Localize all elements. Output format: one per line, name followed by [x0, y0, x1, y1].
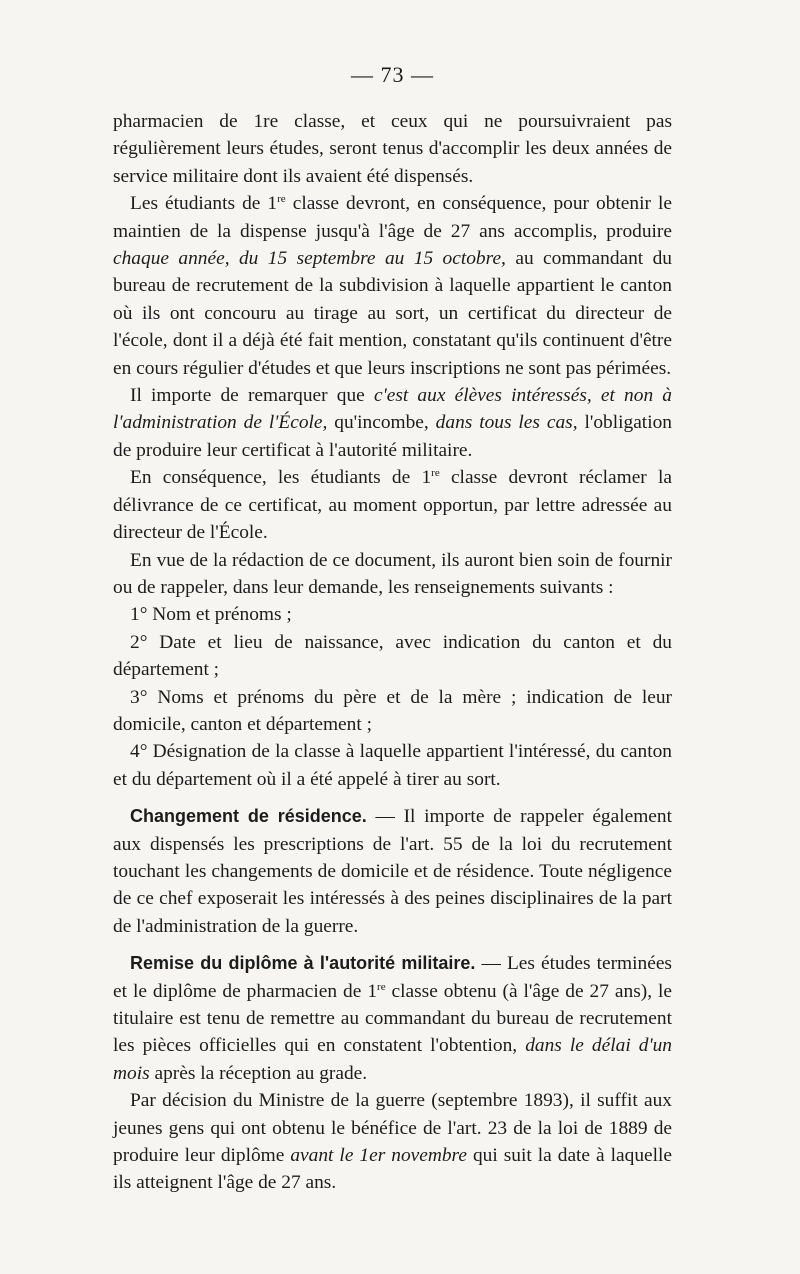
section-heading: Remise du diplôme à l'autorité militaire.: [130, 953, 476, 974]
section-change-of-residence: [113, 803, 672, 940]
emphasis-date: avant le 1er novembre: [290, 1145, 467, 1167]
section-heading: Changement de résidence.: [130, 806, 367, 827]
text-run: au commandant du bureau de recrutement de la subdivision à laquelle appartient le canton où ils ont concouru au tirage au sort, un certificat du directeur de l'école, dont il a déjà été fait mention, constatant qu'ils continuent d'être en cours régulier d'études et que leurs inscriptions ne sont pas périmées.: [113, 248, 672, 379]
text-run: — Les études terminées et le diplôme de pharmacien de: [113, 953, 672, 1002]
emphasis-deadline: dans le délai d'un mois: [113, 1035, 672, 1084]
ordinal-suffix: re: [377, 980, 386, 993]
ordinal-superscript: 1re: [421, 467, 440, 489]
page-number: — 73 —: [351, 62, 434, 87]
text-run: classe obtenu (à l'âge de 27 ans), le titulaire est tenu de remettre au commandant du bureau de recrutement les pièces officielles qui en constatent l'obtention,: [113, 980, 672, 1057]
text-run: Il importe de remarquer que: [130, 385, 374, 407]
paragraph-request-certificate: [113, 464, 672, 546]
text-run: En conséquence, les étudiants de: [130, 467, 422, 489]
emphasis-dates: chaque année, du 15 septembre au 15 octobre,: [113, 248, 506, 270]
text-run: qu'incombe,: [327, 412, 436, 434]
emphasis-students: c'est aux élèves intéressés, et non à l'administration de l'École,: [113, 385, 672, 434]
ordinal-superscript: 1re: [267, 193, 286, 215]
paragraph-information-intro: En vue de la rédaction de ce document, ils auront bien soin de fournir ou de rappeler, dans leur demande, les renseignements suivants :: [113, 549, 672, 598]
text-run: classe devront réclamer la délivrance de ce certificat, au moment opportun, par lettre adressée au directeur de l'École.: [113, 467, 672, 544]
list-item: 3° Noms et prénoms du père et de la mère ; indication de leur domicile, canton et département ;: [113, 686, 672, 735]
text-run: qui suit la date à laquelle ils atteignent l'âge de 27 ans.: [113, 1145, 672, 1194]
text-run: l'obligation de produire leur certificat à l'autorité militaire.: [113, 412, 672, 461]
list-item: 4° Désignation de la classe à laquelle appartient l'intéressé, du canton et du département où il a été appelé à tirer au sort.: [113, 741, 672, 790]
emphasis-all-cases: dans tous les cas,: [435, 412, 578, 434]
section-text: — Il importe de rappeler également aux dispensés les prescriptions de l'art. 55 de la loi du recrutement touchant les changements de domicile et de résidence. Toute négligence de ce chef exposerait les intéressés à des peines disciplinaires de la part de l'administration de la guerre.: [113, 806, 672, 937]
list-item: 2° Date et lieu de naissance, avec indication du canton et du département ;: [113, 631, 672, 681]
text-run: après la réception au grade.: [149, 1062, 368, 1084]
ordinal-suffix: re: [431, 467, 440, 480]
paragraph-certificate-requirement: [113, 190, 672, 382]
section-diploma-submission: [113, 950, 672, 1087]
ordinal-superscript: 1re: [367, 980, 386, 1002]
text-run: classe devront, en conséquence, pour obtenir le maintien de la dispense jusqu'à l'âge de 27 ans accomplis, produire: [113, 193, 672, 242]
paragraph-student-obligation: [113, 382, 672, 464]
list-item: 1° Nom et prénoms ;: [130, 604, 292, 626]
paragraph-continuation: pharmacien de 1re classe, et ceux qui ne poursuivraient pas régulièrement leurs études, seront tenus d'accomplir les deux années de service militaire dont ils avaient été dispensés.: [113, 111, 672, 187]
paragraph-ministerial-decision: [113, 1087, 672, 1197]
text-run: Les étudiants de: [130, 193, 268, 215]
text-run: Par décision du Ministre de la guerre (septembre 1893), il suffit aux jeunes gens qui ont obtenu le bénéfice de l'art. 23 de la loi de 1889 de produire leur diplôme: [113, 1090, 672, 1167]
ordinal-suffix: re: [277, 193, 286, 206]
